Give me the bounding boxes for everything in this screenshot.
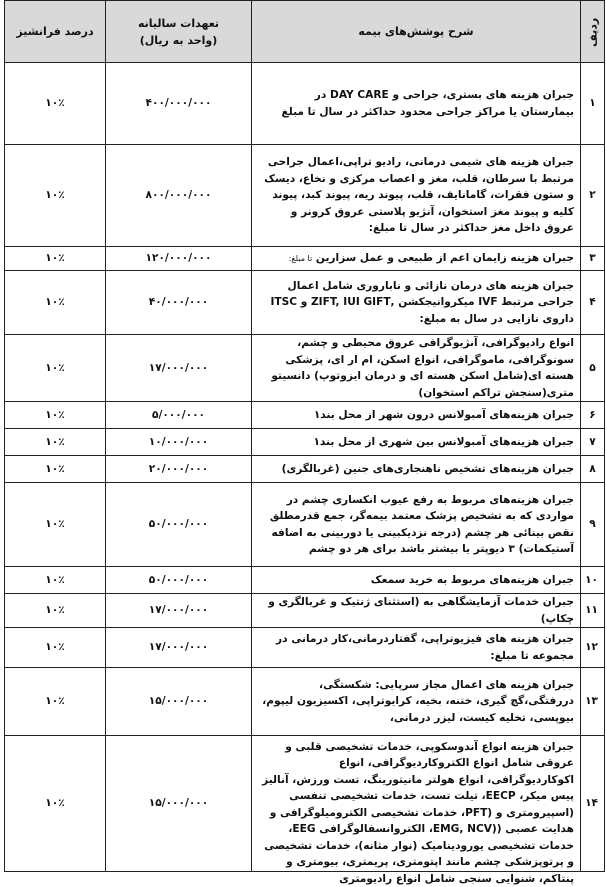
coverage-description: جبران هزینه‌های آمبولانس درون شهر از محل بند۱ <box>252 402 581 429</box>
annual-amount: ۸۰۰/۰۰۰/۰۰۰ <box>106 145 252 247</box>
table-row <box>5 483 605 567</box>
coverage-description: جبران هزینه‌های تشخیص ناهنجاری‌های جنین (غربالگری) <box>252 456 581 483</box>
table-row <box>5 628 605 668</box>
franchise-percent: ۱۰٪ <box>5 271 106 335</box>
row-number: ۱۰ <box>581 567 605 594</box>
franchise-percent: ۱۰٪ <box>5 456 106 483</box>
header-obligation-line2: (واحد به ریال) <box>139 33 218 47</box>
header-description: شرح پوشش‌های بیمه <box>252 1 581 63</box>
table-row <box>5 402 605 429</box>
franchise-percent: ۱۰٪ <box>5 402 106 429</box>
coverage-description-suffix: تا مبلغ: <box>288 253 313 263</box>
coverage-description: جبران هزینه های اعمال مجاز سرپایی: شکستگی، دررفتگی،گچ گیری، ختنه، بخیه، کرایوتراپی، اکسیزیون لیپوم، بیوپسی، تخلیه کیست، لیزر درمانی، <box>252 668 581 736</box>
annual-amount: ۱۲۰/۰۰۰/۰۰۰ <box>106 247 252 271</box>
table-row <box>5 429 605 456</box>
row-number: ۱ <box>581 63 605 145</box>
row-number: ۱۱ <box>581 594 605 628</box>
header-franchise: درصد فرانشیز <box>5 1 106 63</box>
annual-amount: ۵۰/۰۰۰/۰۰۰ <box>106 567 252 594</box>
coverage-description: جبران هزینه های بستری، جراحی و DAY CARE در بیمارستان یا مراکز جراحی محدود حداکثر در سال تا مبلغ <box>252 63 581 145</box>
annual-amount: ۱۷/۰۰۰/۰۰۰ <box>106 628 252 668</box>
annual-amount: ۲۰/۰۰۰/۰۰۰ <box>106 456 252 483</box>
row-number: ۲ <box>581 145 605 247</box>
row-number: ۹ <box>581 483 605 567</box>
franchise-percent: ۱۰٪ <box>5 594 106 628</box>
annual-amount: ۵۰/۰۰۰/۰۰۰ <box>106 483 252 567</box>
row-number: ۵ <box>581 335 605 402</box>
row-number: ۱۴ <box>581 736 605 872</box>
row-number: ۶ <box>581 402 605 429</box>
insurance-coverage-table <box>4 0 605 885</box>
row-number: ۳ <box>581 247 605 271</box>
franchise-percent: ۱۰٪ <box>5 429 106 456</box>
coverage-description: جبران هزینه های فیزیوتراپی، گفتاردرمانی،کار درمانی در مجموعه تا مبلغ: <box>252 628 581 668</box>
table-row <box>5 736 605 872</box>
table-row <box>5 456 605 483</box>
franchise-percent: ۱۰٪ <box>5 668 106 736</box>
row-number: ۸ <box>581 456 605 483</box>
coverage-description: جبران هزینه‌های مربوط به رفع عیوب انکساری چشم در مواردی که به تشخیص پزشک معتمد بیمه‌گر، جمع قدرمطلق نقص بینائی هر چشم (درجه نزدیکبینی یا دوربینی به اضافه آستیکمات) ۳ دیوپتر یا بیشتر باشد برای هر دو چشم <box>252 483 581 567</box>
table-row <box>5 335 605 402</box>
table-row <box>5 668 605 736</box>
row-number: ۱۲ <box>581 628 605 668</box>
table-header-row <box>5 1 605 63</box>
annual-amount: ۱۷/۰۰۰/۰۰۰ <box>106 335 252 402</box>
coverage-description: جبران هزینه های شیمی درمانی، رادیو تراپی،اعمال جراحی مرتبط با سرطان، قلب، مغز و اعصاب مرکزی و نخاع، دیسک و ستون فقرات، گامانایف، قلب، پیوند ریه، پیوند کبد، پیوند کلیه و پیوند مغز استخوان، آنژیو پلاستی عروق کرونر و عروق داخل مغز حداکثر در سال تا مبلغ: <box>252 145 581 247</box>
coverage-description: جبران هزینه‌های مربوط به خرید سمعک <box>252 567 581 594</box>
franchise-percent: ۱۰٪ <box>5 335 106 402</box>
table-row <box>5 271 605 335</box>
row-number: ۷ <box>581 429 605 456</box>
annual-amount: ۴۰/۰۰۰/۰۰۰ <box>106 271 252 335</box>
table-row <box>5 63 605 145</box>
table-row <box>5 145 605 247</box>
annual-amount: ۱۰/۰۰۰/۰۰۰ <box>106 429 252 456</box>
annual-amount: ۱۷/۰۰۰/۰۰۰ <box>106 594 252 628</box>
annual-amount: ۱۵/۰۰۰/۰۰۰ <box>106 668 252 736</box>
header-annual-obligation <box>106 1 252 63</box>
annual-amount: ۵/۰۰۰/۰۰۰ <box>106 402 252 429</box>
row-number: ۴ <box>581 271 605 335</box>
header-row-number: ردیف <box>581 1 605 63</box>
row-number: ۱۳ <box>581 668 605 736</box>
coverage-description-text: جبران هزینه انواع آندوسکوپی، خدمات تشخیصی قلبی و عروقی شامل انواع الکتروکاردیوگرافی، انواع اکوکاردیوگرافی، انواع هولتر مانیتورینگ، تست ورزش، آنالیز پیس میکر، EECP، تیلت تست، خدمات تشخیصی تنفسی (اسپیرومتری و (PFT، خدمات تشخیصی الکترومیلوگرافی و هدایت عصبی ((EMG, NCV، الکتروانسفالوگرافی EEG، خدمات تشخیصی یورودینامیک (نوار مثانه)، خدمات تشخیصی و پرتوپزشکی چشم مانند اپتومتری، پریمتری، بیومتری و پنتاکم، شنوایی سنجی شامل انواع رادیومتری <box>262 740 574 885</box>
franchise-percent: ۱۰٪ <box>5 63 106 145</box>
table-row <box>5 594 605 628</box>
franchise-percent: ۱۰٪ <box>5 736 106 872</box>
table-row <box>5 247 605 271</box>
franchise-percent: ۱۰٪ <box>5 567 106 594</box>
franchise-percent: ۱۰٪ <box>5 628 106 668</box>
franchise-percent: ۱۰٪ <box>5 483 106 567</box>
coverage-description <box>252 247 581 271</box>
annual-amount: ۱۵/۰۰۰/۰۰۰ <box>106 736 252 872</box>
coverage-description: انواع رادیوگرافی، آنژیوگرافی عروق محیطی و چشم، سونوگرافی، ماموگرافی، انواع اسکن، ام ار ای، پزشکی هسته ای(شامل اسکن هسته ای و درمان ایزوتوپ) دانسیتو متری(سنجش تراکم استخوان) <box>252 335 581 402</box>
document-page <box>4 0 607 885</box>
coverage-description: جبران خدمات آزمایشگاهی به (استثنای ژنتیک و غربالگری و چکاپ) <box>252 594 581 628</box>
table-row <box>5 567 605 594</box>
coverage-description-main: جبران هزینه زایمان اعم از طبیعی و عمل سزارین <box>315 251 574 264</box>
franchise-percent: ۱۰٪ <box>5 247 106 271</box>
coverage-description <box>252 736 581 885</box>
annual-amount: ۴۰۰/۰۰۰/۰۰۰ <box>106 63 252 145</box>
coverage-description: جبران هزینه‌های آمبولانس بین شهری از محل بند۱ <box>252 429 581 456</box>
franchise-percent: ۱۰٪ <box>5 145 106 247</box>
header-obligation-line1: تعهدات سالیانه <box>137 16 220 30</box>
coverage-description: جبران هزینه های درمان نازائی و ناباروری شامل اعمال جراحی مرتبط IVF میکروانیجکشن ,ZIFT, IUI GIFT و ITSC داروی نازایی در سال به مبلغ: <box>252 271 581 335</box>
